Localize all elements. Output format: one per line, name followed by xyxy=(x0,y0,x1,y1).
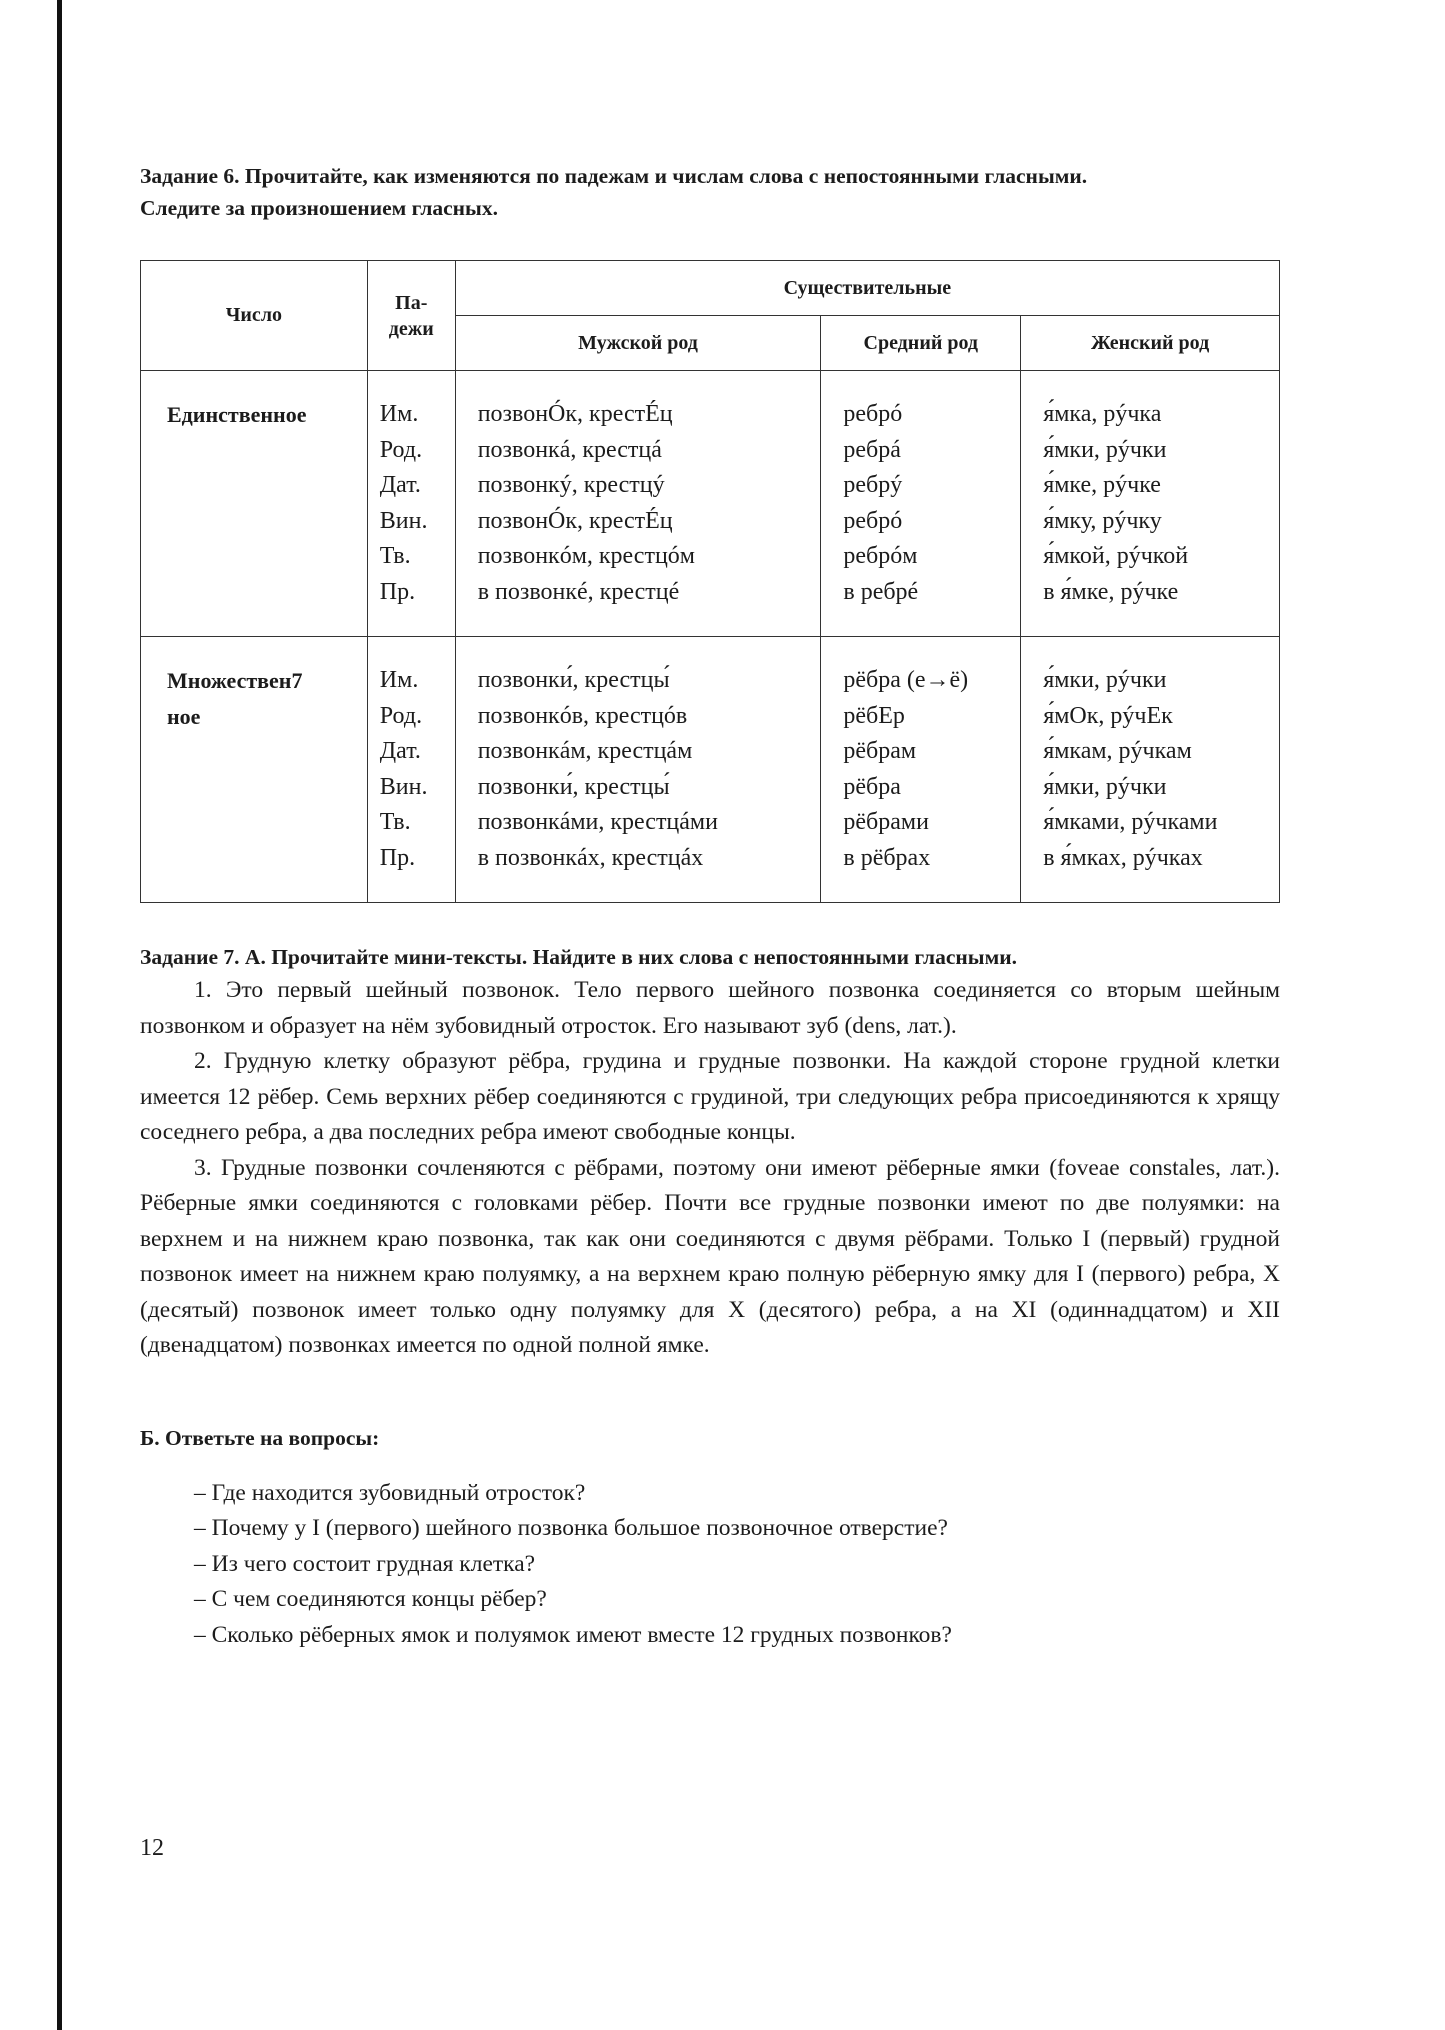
header-masculine: Мужской род xyxy=(455,316,821,371)
declension-table xyxy=(140,260,1280,903)
binding-edge-line xyxy=(57,0,62,2030)
header-cases-label: Па- дежи xyxy=(388,291,434,340)
plural-label xyxy=(141,637,368,903)
word-form: я́мка, рýчка xyxy=(1043,401,1162,427)
header-cases xyxy=(367,261,455,371)
singular-feminine-forms xyxy=(1021,371,1280,637)
task7b-heading: Б. Ответьте на вопросы: xyxy=(140,1425,380,1450)
plural-label-line2: ное xyxy=(167,703,201,729)
word-form: позвонки́, крестцы́ xyxy=(477,667,670,693)
case-label: Вин. xyxy=(379,773,428,800)
word-form: я́мки, рýчки xyxy=(1043,436,1167,463)
mini-text-1: 1. Это первый шейный позвонок. Тело первого шейного позвонка соединяется со вторым шейным позвонком и образует на нём зубовидный отросток. Его называют зуб (dens, лат.). xyxy=(140,977,1280,1039)
case-label: Пр. xyxy=(379,844,416,871)
plural-masculine-forms xyxy=(455,637,821,903)
word-form: ребрý xyxy=(843,472,903,498)
questions-list xyxy=(140,1476,1280,1654)
case-label: Вин. xyxy=(379,507,428,534)
case-label: Дат. xyxy=(379,738,421,764)
word-form: рёбрами xyxy=(843,809,929,835)
singular-neuter-forms xyxy=(821,371,1021,637)
word-form: я́мки, рýчки xyxy=(1043,773,1167,800)
word-form: в позвонкé, крестцé xyxy=(477,578,680,605)
word-form: позвонки́, крестцы́ xyxy=(477,773,670,800)
plural-feminine-forms xyxy=(1021,637,1280,903)
case-label: Дат. xyxy=(379,472,421,498)
question-item: – Где находится зубовидный отросток? xyxy=(194,1479,586,1506)
word-form: я́мкам, рýчкам xyxy=(1043,738,1192,764)
singular-masculine-forms xyxy=(455,371,821,637)
word-form: рёбрам xyxy=(843,738,917,764)
question-item: – Сколько рёберных ямок и полуямок имеют вместе 12 грудных позвонков? xyxy=(194,1621,952,1648)
case-label: Пр. xyxy=(379,578,416,605)
page-content xyxy=(140,160,1280,1653)
plural-cases xyxy=(367,637,455,903)
singular-label xyxy=(141,371,368,637)
word-form: ребрó xyxy=(843,507,903,534)
word-form: ребрó xyxy=(843,401,903,427)
header-neuter: Средний род xyxy=(821,316,1021,371)
word-form: позвонкóв, крестцóв xyxy=(477,702,688,729)
word-form: рёбра xyxy=(843,773,901,800)
question-item: – С чем соединяются концы рёбер? xyxy=(194,1586,547,1612)
task7-heading: Задание 7. А. Прочитайте мини-тексты. Найдите в них слова с непостоянными гласными. xyxy=(140,945,1017,969)
plural-row xyxy=(141,637,1280,903)
word-form: позвонкá, крестцá xyxy=(477,436,662,463)
word-form: позвонкáм, крестцáм xyxy=(477,738,693,764)
case-label: Им. xyxy=(379,401,419,427)
singular-label-text: Единственное xyxy=(167,402,307,427)
word-form: я́мками, рýчками xyxy=(1043,809,1218,835)
task6-heading-line1: Задание 6. Прочитайте, как изменяются по падежам и числам слова с непостоянными гласными. xyxy=(140,164,1088,188)
word-form: в рёбрах xyxy=(843,844,931,871)
plural-label-line1: Множествен7 xyxy=(167,668,303,693)
word-form: я́мОк, рýчЕк xyxy=(1043,702,1173,729)
case-label: Тв. xyxy=(379,543,411,569)
word-form: я́мкой, рýчкой xyxy=(1043,543,1189,569)
mini-text-2: 2. Грудную клетку образуют рёбра, грудина и грудные позвонки. На каждой стороне грудной клетки имеется 12 рёбер. Семь верхних рёбер соединяются с грудиной, три следующих ребра присоединяются к хрящу соседнего ребра, а два последних ребра имеют свободные концы. xyxy=(140,1048,1280,1145)
word-form: ребрá xyxy=(843,436,901,463)
singular-row xyxy=(141,371,1280,637)
task6-heading xyxy=(140,160,1280,224)
case-label: Род. xyxy=(379,702,423,729)
word-form: рёбра (е→ё) xyxy=(843,667,969,693)
case-label: Тв. xyxy=(379,809,411,835)
word-form: я́мке, рýчке xyxy=(1043,472,1161,498)
word-form: в позвонкáх, крестцáх xyxy=(477,844,704,871)
word-form: позвонкáми, крестцáми xyxy=(477,809,718,835)
word-form: я́мку, рýчку xyxy=(1043,507,1162,534)
word-form: я́мки, рýчки xyxy=(1043,667,1167,693)
word-form: в ребрé xyxy=(843,578,919,605)
plural-neuter-forms xyxy=(821,637,1021,903)
task6-heading-line2: Следите за произношением гласных. xyxy=(140,196,498,220)
page-number: 12 xyxy=(140,1835,164,1861)
singular-cases xyxy=(367,371,455,637)
header-nouns: Существительные xyxy=(455,261,1279,316)
case-label: Род. xyxy=(379,436,423,463)
word-form: ребрóм xyxy=(843,543,918,569)
word-form: рёбЕр xyxy=(843,702,905,729)
case-label: Им. xyxy=(379,667,419,693)
header-number: Число xyxy=(141,261,368,371)
question-item: – Почему у I (первого) шейного позвонка большое позвоночное отверстие? xyxy=(194,1515,948,1541)
word-form: в я́мке, рýчке xyxy=(1043,578,1179,605)
word-form: позвонкóм, крестцóм xyxy=(477,543,695,569)
word-form: позвонÓк, крестÉц xyxy=(477,507,673,534)
question-item: – Из чего состоит грудная клетка? xyxy=(194,1550,536,1577)
mini-text-3: 3. Грудные позвонки сочленяются с рёбрами, поэтому они имеют рёберные ямки (foveae constales, лат.). Рёберные ямки соединяются с головками рёбер. Почти все грудные позвонки имеют по две полуямки: на верхнем и на нижнем краю позвонка, так как они соединяются с двумя рёбрами. Только I (первый) грудной позвонок имеет на нижнем краю полуямку, а на верхнем краю полную рёберную ямку для I (первого) ребра, X (десятый) позвонок имеет только одну полуямку для X (десятого) ребра, а на XI (одиннадцатом) и XII (двенадцатом) позвонках имеется по одной полной ямке. xyxy=(140,1154,1280,1358)
word-form: позвонкý, крестцý xyxy=(477,472,665,498)
word-form: в я́мках, рýчках xyxy=(1043,844,1203,871)
word-form: позвонÓк, крестÉц xyxy=(477,401,673,427)
header-feminine: Женский род xyxy=(1021,316,1280,371)
